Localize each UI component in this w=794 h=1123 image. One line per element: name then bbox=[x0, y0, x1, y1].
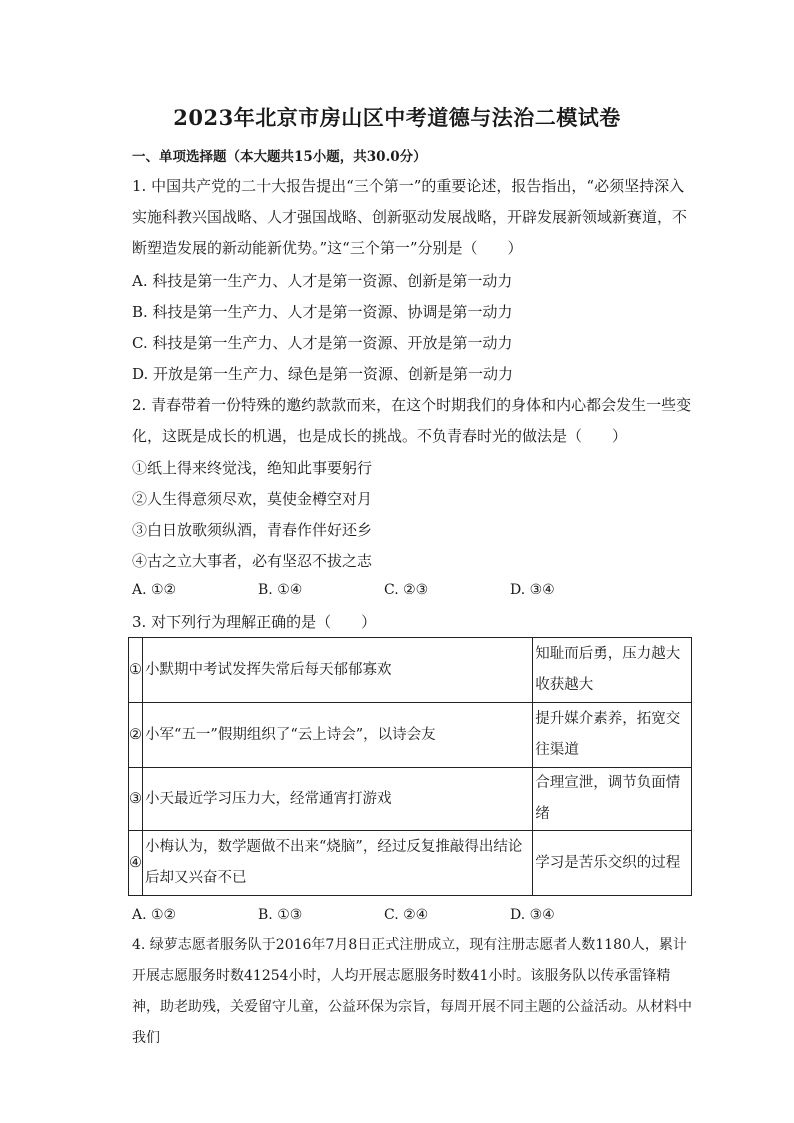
question-2-option-a[interactable]: A. ①② bbox=[132, 582, 177, 598]
question-1-option-d[interactable]: D. 开放是第一生产力、绿色是第一资源、创新是第一动力 bbox=[132, 365, 514, 383]
row-number: ③ bbox=[129, 768, 143, 831]
question-3-option-b[interactable]: B. ①③ bbox=[258, 907, 303, 923]
row-number: ① bbox=[129, 638, 143, 703]
question-1-stem: 1. 中国共产党的二十大报告提出“三个第一”的重要论述，报告指出，“必须坚持深入实施科教兴国战略、人才强国战略、创新驱动发展战略，开辟发展新领域新赛道，不断塑造发展的新动能新优势。”这“三个第一”分别是（ ） bbox=[132, 177, 688, 257]
question-3-option-d[interactable]: D. ③④ bbox=[510, 907, 555, 923]
behavior-cell: 小军“五一”假期组织了“云上诗会”，以诗会友 bbox=[143, 703, 533, 768]
question-3-option-c[interactable]: C. ②④ bbox=[384, 907, 429, 923]
question-3-option-a[interactable]: A. ①② bbox=[132, 907, 177, 923]
question-3-stem: 3. 对下列行为理解正确的是（ ） bbox=[132, 613, 377, 631]
question-2-item-3: ③白日放歌须纵酒，青春作伴好还乡 bbox=[132, 521, 373, 539]
question-3-table bbox=[128, 637, 692, 896]
table-row bbox=[129, 638, 692, 703]
behavior-cell: 小默期中考试发挥失常后每天郁郁寡欢 bbox=[143, 638, 533, 703]
behavior-cell: 小天最近学习压力大，经常通宵打游戏 bbox=[143, 768, 533, 831]
reason-cell: 合理宣泄，调节负面情绪 bbox=[533, 768, 692, 831]
question-1-option-b[interactable]: B. 科技是第一生产力、人才是第一资源、协调是第一动力 bbox=[132, 303, 513, 321]
table-row bbox=[129, 831, 692, 896]
question-1-option-a[interactable]: A. 科技是第一生产力、人才是第一资源、创新是第一动力 bbox=[132, 272, 513, 290]
table-row bbox=[129, 703, 692, 768]
question-2-option-b[interactable]: B. ①④ bbox=[258, 582, 303, 598]
section-heading: 一、单项选择题（本大题共15小题，共30.0分） bbox=[132, 149, 427, 165]
question-2-item-1: ①纸上得来终觉浅，绝知此事要躬行 bbox=[132, 459, 373, 477]
question-2-item-2: ②人生得意须尽欢，莫使金樽空对月 bbox=[132, 490, 373, 508]
reason-cell: 学习是苦乐交织的过程 bbox=[533, 831, 692, 896]
reason-cell: 提升媒介素养，拓宽交往渠道 bbox=[533, 703, 692, 768]
question-2-stem: 2. 青春带着一份特殊的邀约款款而来，在这个时期我们的身体和内心都会发生一些变化，这既是成长的机遇，也是成长的挑战。不负青春时光的做法是（ ） bbox=[132, 396, 692, 445]
question-2-option-d[interactable]: D. ③④ bbox=[510, 582, 555, 598]
row-number: ④ bbox=[129, 831, 143, 896]
question-1-option-c[interactable]: C. 科技是第一生产力、人才是第一资源、开放是第一动力 bbox=[132, 334, 513, 352]
question-2-option-c[interactable]: C. ②③ bbox=[384, 582, 429, 598]
question-4-stem: 4. 绿萝志愿者服务队于2016年7月8日正式注册成立，现有注册志愿者人数1180人，累计开展志愿服务时数41254小时，人均开展志愿服务时数41小时。该服务队以传承雷锋精神，助老助残，关爱留守儿童，公益环保为宗旨，每周开展不同主题的公益活动。从材料中我们 bbox=[132, 937, 692, 1046]
row-number: ② bbox=[129, 703, 143, 768]
table-row bbox=[129, 768, 692, 831]
question-2-item-4: ④古之立大事者，必有坚忍不拔之志 bbox=[132, 552, 373, 570]
behavior-cell: 小梅认为，数学题做不出来“烧脑”，经过反复推敲得出结论后却又兴奋不已 bbox=[143, 831, 533, 896]
page-title: 2023年北京市房山区中考道德与法治二模试卷 bbox=[173, 105, 621, 130]
reason-cell: 知耻而后勇，压力越大收获越大 bbox=[533, 638, 692, 703]
